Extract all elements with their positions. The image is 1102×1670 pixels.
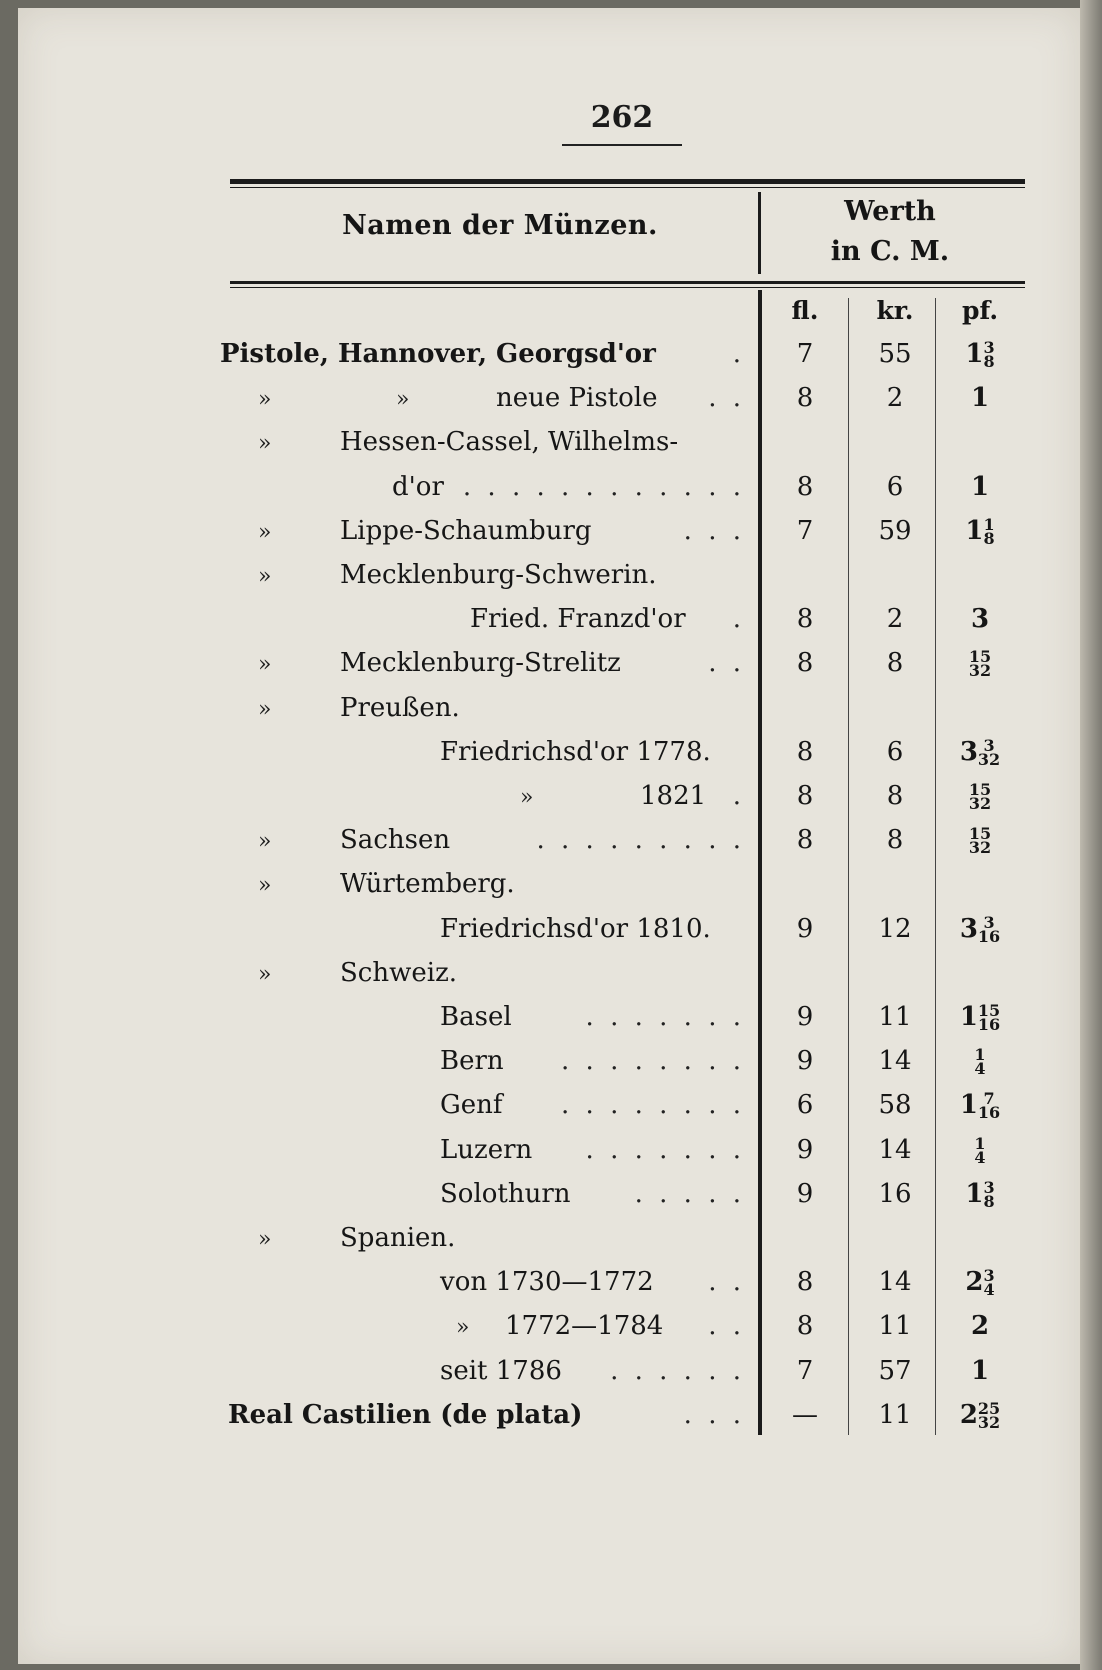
table-row bbox=[0, 641, 1102, 685]
value-fl: 8 bbox=[796, 1267, 814, 1298]
value-pf bbox=[940, 597, 1020, 641]
ditto-mark: » bbox=[258, 652, 272, 678]
coin-name: Mecklenburg-Strelitz bbox=[340, 648, 621, 679]
coin-name: Schweiz. bbox=[340, 957, 458, 988]
pf-whole: 1 bbox=[959, 1090, 978, 1121]
value-kr: 14 bbox=[878, 1134, 912, 1165]
pf-denominator: 32 bbox=[968, 838, 992, 858]
pf-fraction bbox=[977, 1398, 1001, 1432]
value-fl: 8 bbox=[796, 736, 814, 767]
coin-name: Mecklenburg-Schwerin. bbox=[340, 560, 657, 590]
pf-denominator: 32 bbox=[968, 661, 992, 681]
coin-name: Sachsen bbox=[340, 825, 451, 856]
coin-name: neue Pistole bbox=[496, 383, 658, 414]
value-kr: 11 bbox=[878, 1399, 912, 1430]
pf-whole: 3 bbox=[959, 736, 978, 767]
table-row bbox=[0, 730, 1102, 774]
value-pf bbox=[940, 862, 1020, 906]
pf-denominator: 8 bbox=[983, 528, 995, 548]
value-fl bbox=[770, 686, 840, 730]
unit-pf: pf. bbox=[961, 296, 999, 325]
leader-dots: . . . . . . . . bbox=[561, 1090, 745, 1121]
value-pf bbox=[940, 1216, 1020, 1260]
pf-denominator: 8 bbox=[983, 352, 995, 371]
value-fl: 8 bbox=[796, 1311, 814, 1342]
pf-denominator: 32 bbox=[968, 794, 992, 813]
pf-fraction bbox=[974, 1045, 986, 1079]
pf-numerator: 3 bbox=[983, 912, 995, 932]
pf-whole: 1 bbox=[970, 383, 990, 414]
value-kr: 8 bbox=[886, 781, 904, 811]
ditto-mark: » bbox=[396, 387, 410, 413]
coin-name: 1821 bbox=[640, 781, 707, 811]
value-pf bbox=[940, 686, 1020, 730]
pf-fraction bbox=[968, 824, 992, 858]
coin-name: Würtemberg. bbox=[340, 869, 515, 900]
value-kr bbox=[855, 553, 935, 597]
table-row bbox=[0, 1128, 1102, 1172]
value-fl: 7 bbox=[796, 515, 814, 546]
value-fl: 7 bbox=[796, 1355, 814, 1386]
table-row bbox=[0, 465, 1102, 509]
pf-whole: 3 bbox=[959, 913, 978, 944]
leader-dots: . bbox=[732, 604, 745, 635]
pf-numerator: 3 bbox=[983, 338, 995, 357]
leader-dots: . . . bbox=[683, 515, 745, 546]
leader-dots: . . . . . . . . . bbox=[536, 825, 745, 856]
leader-dots: . . . . . bbox=[634, 1178, 745, 1209]
value-kr: 8 bbox=[886, 825, 904, 856]
table-row bbox=[0, 332, 1102, 376]
coin-name: 1772—1784 bbox=[505, 1311, 664, 1342]
pf-denominator: 4 bbox=[983, 1280, 995, 1300]
leader-dots: . . . . . . bbox=[610, 1355, 745, 1386]
leader-dots: . . . . . . . bbox=[585, 1002, 745, 1032]
pf-denominator: 32 bbox=[977, 1412, 1001, 1432]
pf-whole: 2 bbox=[970, 1311, 990, 1342]
value-pf bbox=[940, 553, 1020, 597]
pf-numerator: 7 bbox=[983, 1089, 995, 1109]
value-pf bbox=[940, 641, 1020, 685]
pf-fraction bbox=[983, 1177, 995, 1211]
table-top-rule-thin bbox=[230, 187, 1025, 188]
value-fl bbox=[770, 951, 840, 995]
pf-whole: 1 bbox=[965, 339, 984, 369]
pf-denominator: 8 bbox=[983, 1191, 995, 1211]
header-bottom-rule-thin bbox=[230, 287, 1025, 288]
leader-dots: . . . . . . . . . . . . bbox=[462, 471, 745, 502]
value-fl bbox=[770, 420, 840, 464]
pf-denominator: 4 bbox=[974, 1059, 986, 1079]
pf-numerator: 3 bbox=[983, 1177, 995, 1197]
table-row bbox=[0, 420, 1102, 464]
value-fl: 8 bbox=[796, 471, 814, 502]
pf-numerator: 1 bbox=[983, 514, 995, 534]
leader-dots: . . bbox=[708, 383, 745, 414]
value-fl: 8 bbox=[796, 825, 814, 856]
value-pf bbox=[940, 465, 1020, 509]
value-kr bbox=[855, 862, 935, 906]
pf-denominator: 16 bbox=[977, 926, 1001, 946]
pf-whole: 1 bbox=[970, 471, 990, 502]
value-fl: 7 bbox=[796, 339, 814, 369]
value-pf bbox=[940, 1172, 1020, 1216]
value-fl bbox=[770, 862, 840, 906]
leader-dots: . . bbox=[708, 1311, 745, 1342]
value-kr: 14 bbox=[878, 1267, 912, 1298]
leader-dots: . . bbox=[708, 648, 745, 679]
coin-name: Luzern bbox=[440, 1134, 533, 1165]
pf-denominator: 16 bbox=[977, 1103, 1001, 1123]
table-row bbox=[0, 1393, 1102, 1437]
ditto-mark: » bbox=[258, 961, 272, 987]
value-fl: — bbox=[792, 1399, 818, 1430]
value-kr: 14 bbox=[878, 1046, 912, 1077]
table-row bbox=[0, 774, 1102, 818]
value-pf bbox=[940, 995, 1020, 1039]
pf-whole: 1 bbox=[965, 1178, 984, 1209]
value-kr: 16 bbox=[878, 1178, 912, 1209]
pf-whole: 3 bbox=[970, 604, 990, 635]
pf-numerator: 15 bbox=[968, 780, 992, 799]
column-header-value-line1: Werth bbox=[844, 196, 936, 227]
value-pf bbox=[940, 1393, 1020, 1437]
coin-name: d'or bbox=[392, 471, 444, 502]
pf-numerator: 15 bbox=[977, 1001, 1001, 1020]
pf-fraction bbox=[968, 647, 992, 681]
ditto-mark: » bbox=[258, 696, 272, 722]
table-row bbox=[0, 553, 1102, 597]
table-row bbox=[0, 1260, 1102, 1304]
header-bottom-rule bbox=[230, 281, 1025, 284]
coin-name: Preußen. bbox=[340, 692, 460, 723]
table-row bbox=[0, 818, 1102, 862]
coin-name: Friedrichsd'or 1810. bbox=[440, 913, 711, 944]
pf-denominator: 16 bbox=[977, 1015, 1001, 1034]
ditto-mark: » bbox=[258, 829, 272, 855]
pf-fraction bbox=[983, 338, 995, 371]
pf-denominator: 32 bbox=[977, 749, 1001, 769]
pf-fraction bbox=[983, 1266, 995, 1300]
value-kr bbox=[855, 1216, 935, 1260]
value-fl: 8 bbox=[796, 383, 814, 414]
unit-kr: kr. bbox=[876, 296, 914, 325]
ditto-mark: » bbox=[258, 387, 272, 413]
value-kr: 11 bbox=[878, 1002, 912, 1032]
value-fl bbox=[770, 1216, 840, 1260]
table-row bbox=[0, 1216, 1102, 1260]
pf-whole: 1 bbox=[970, 1355, 990, 1386]
value-pf bbox=[940, 1083, 1020, 1127]
value-kr: 6 bbox=[886, 471, 904, 502]
value-fl: 9 bbox=[796, 913, 814, 944]
coin-name: Fried. Franzd'or bbox=[470, 604, 686, 635]
table-row bbox=[0, 907, 1102, 951]
column-header-value bbox=[770, 192, 1010, 272]
coin-name: Hessen-Cassel, Wilhelms- bbox=[340, 427, 679, 458]
coin-name: Basel bbox=[440, 1002, 512, 1032]
value-pf bbox=[940, 774, 1020, 818]
leader-dots: . . . bbox=[683, 1399, 745, 1430]
ditto-mark: » bbox=[258, 431, 272, 457]
value-pf bbox=[940, 332, 1020, 376]
pf-fraction bbox=[977, 735, 1001, 769]
value-kr bbox=[855, 951, 935, 995]
pf-numerator: 25 bbox=[977, 1398, 1001, 1418]
pf-numerator: 3 bbox=[983, 1266, 995, 1286]
value-pf bbox=[940, 1304, 1020, 1348]
table-row bbox=[0, 1083, 1102, 1127]
column-header-value-line2: in C. M. bbox=[830, 236, 950, 267]
value-kr: 6 bbox=[886, 736, 904, 767]
leader-dots: . bbox=[732, 339, 745, 369]
value-kr: 59 bbox=[878, 515, 912, 546]
leader-dots: . . . . . . . bbox=[585, 1134, 745, 1165]
page-number: 262 bbox=[590, 100, 654, 135]
pf-whole: 1 bbox=[965, 515, 984, 546]
pf-fraction bbox=[977, 912, 1001, 946]
value-pf bbox=[940, 818, 1020, 862]
table-row bbox=[0, 509, 1102, 553]
value-fl: 9 bbox=[796, 1046, 814, 1077]
table-row bbox=[0, 1349, 1102, 1393]
leader-dots: . . . . . . . . bbox=[561, 1046, 745, 1077]
value-kr: 2 bbox=[886, 383, 904, 414]
coin-name: seit 1786 bbox=[440, 1355, 562, 1386]
value-fl: 9 bbox=[796, 1134, 814, 1165]
table-row bbox=[0, 1172, 1102, 1216]
value-pf bbox=[940, 509, 1020, 553]
pf-whole: 1 bbox=[959, 1002, 978, 1032]
table-row bbox=[0, 1304, 1102, 1348]
value-pf bbox=[940, 951, 1020, 995]
pf-whole: 2 bbox=[959, 1399, 978, 1430]
value-pf bbox=[940, 907, 1020, 951]
value-kr: 12 bbox=[878, 913, 912, 944]
table-top-rule bbox=[230, 179, 1025, 184]
value-kr: 58 bbox=[878, 1090, 912, 1121]
value-pf bbox=[940, 376, 1020, 420]
value-pf bbox=[940, 730, 1020, 774]
coin-name: Real Castilien (de plata) bbox=[228, 1399, 583, 1430]
coin-name: Solothurn bbox=[440, 1178, 571, 1209]
table-row bbox=[0, 1039, 1102, 1083]
ditto-mark: » bbox=[258, 564, 272, 589]
value-fl: 9 bbox=[796, 1002, 814, 1032]
value-kr bbox=[855, 686, 935, 730]
table-row bbox=[0, 597, 1102, 641]
value-kr: 55 bbox=[878, 339, 912, 369]
page-number-underline bbox=[562, 144, 682, 146]
value-fl bbox=[770, 553, 840, 597]
value-fl: 8 bbox=[796, 648, 814, 679]
pf-fraction bbox=[968, 780, 992, 813]
coin-name: Lippe-Schaumburg bbox=[340, 515, 592, 546]
value-pf bbox=[940, 1039, 1020, 1083]
coin-name: Friedrichsd'or 1778. bbox=[440, 736, 711, 767]
value-kr: 2 bbox=[886, 604, 904, 635]
pf-fraction bbox=[983, 514, 995, 548]
value-fl: 8 bbox=[796, 781, 814, 811]
pf-denominator: 4 bbox=[974, 1147, 986, 1167]
value-pf bbox=[940, 1349, 1020, 1393]
table-row bbox=[0, 951, 1102, 995]
pf-numerator: 15 bbox=[968, 647, 992, 667]
coin-name: Spanien. bbox=[340, 1223, 456, 1253]
header-divider bbox=[758, 192, 761, 274]
table-row bbox=[0, 862, 1102, 906]
coin-name: Bern bbox=[440, 1046, 504, 1077]
ditto-mark: » bbox=[520, 785, 534, 810]
value-pf bbox=[940, 420, 1020, 464]
leader-dots: . . bbox=[708, 1267, 745, 1298]
table-row bbox=[0, 686, 1102, 730]
coin-name: Pistole, Hannover, Georgsd'or bbox=[220, 339, 656, 369]
value-kr bbox=[855, 420, 935, 464]
value-pf bbox=[940, 1260, 1020, 1304]
ditto-mark: » bbox=[456, 1315, 470, 1341]
value-fl: 8 bbox=[796, 604, 814, 635]
value-kr: 11 bbox=[878, 1311, 912, 1342]
leader-dots: . bbox=[732, 781, 745, 811]
column-header-names: Namen der Münzen. bbox=[342, 210, 658, 241]
value-kr: 57 bbox=[878, 1355, 912, 1386]
coin-name: von 1730—1772 bbox=[440, 1267, 654, 1298]
table-row bbox=[0, 376, 1102, 420]
ditto-mark: » bbox=[258, 873, 272, 899]
ditto-mark: » bbox=[258, 519, 272, 545]
value-kr: 8 bbox=[886, 648, 904, 679]
unit-fl: fl. bbox=[791, 296, 819, 325]
pf-fraction bbox=[977, 1001, 1001, 1034]
value-fl: 6 bbox=[796, 1090, 814, 1121]
pf-numerator: 3 bbox=[983, 735, 995, 755]
pf-numerator: 15 bbox=[968, 824, 992, 844]
pf-numerator: 1 bbox=[974, 1045, 986, 1065]
coin-name: Genf bbox=[440, 1090, 503, 1121]
table-row bbox=[0, 995, 1102, 1039]
value-pf bbox=[940, 1128, 1020, 1172]
ditto-mark: » bbox=[258, 1227, 272, 1252]
pf-whole: 2 bbox=[965, 1267, 984, 1298]
value-fl: 9 bbox=[796, 1178, 814, 1209]
pf-fraction bbox=[974, 1133, 986, 1167]
pf-numerator: 1 bbox=[974, 1133, 986, 1153]
pf-fraction bbox=[977, 1089, 1001, 1123]
